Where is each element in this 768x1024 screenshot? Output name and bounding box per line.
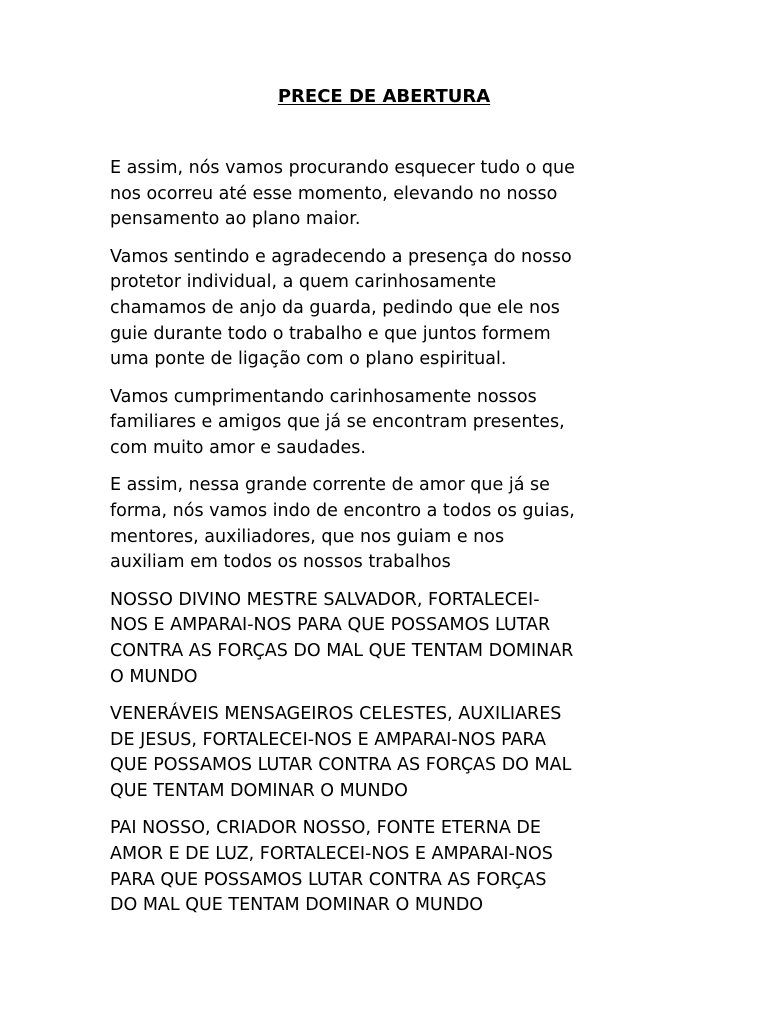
paragraph-2: Vamos sentindo e agradecendo a presença do nosso protetor individual, a quem carinhosamente chamamos de anjo da guarda, pedindo que ele nos guie durante todo o trabalho e que juntos formem uma ponte de ligação com o plano espiritual. bbox=[110, 246, 572, 370]
paragraph-4: E assim, nessa grande corrente de amor que já se forma, nós vamos indo de encontro a todos os guias, mentores, auxiliadores, que nos guiam e nos auxiliam em todos os nossos trabalhos bbox=[110, 475, 575, 573]
paragraph-5: NOSSO DIVINO MESTRE SALVADOR, FORTALECEI- NOS E AMPARAI-NOS PARA QUE POSSAMOS LUTAR CONTRA AS FORÇAS DO MAL QUE TENTAM DOMINAR O MUNDO bbox=[110, 589, 574, 687]
document-title: PRECE DE ABERTURA bbox=[277, 86, 491, 107]
paragraph-1: E assim, nós vamos procurando esquecer tudo o que nos ocorreu até esse momento, elevando no nosso pensamento ao plano maior. bbox=[110, 158, 575, 230]
paragraph-7: PAI NOSSO, CRIADOR NOSSO, FONTE ETERNA DE AMOR E DE LUZ, FORTALECEI-NOS E AMPARAI-NOS PARA QUE POSSAMOS LUTAR CONTRA AS FORÇAS DO MAL QUE TENTAM DOMINAR O MUNDO bbox=[110, 818, 553, 916]
paragraph-3: Vamos cumprimentando carinhosamente nossos familiares e amigos que já se encontram presentes, com muito amor e saudades. bbox=[110, 386, 565, 459]
document-body bbox=[110, 156, 670, 930]
paragraph-6: VENERÁVEIS MENSAGEIROS CELESTES, AUXILIARES DE JESUS, FORTALECEI-NOS E AMPARAI-NOS PARA QUE POSSAMOS LUTAR CONTRA AS FORÇAS DO MAL QUE TENTAM DOMINAR O MUNDO bbox=[110, 703, 572, 801]
